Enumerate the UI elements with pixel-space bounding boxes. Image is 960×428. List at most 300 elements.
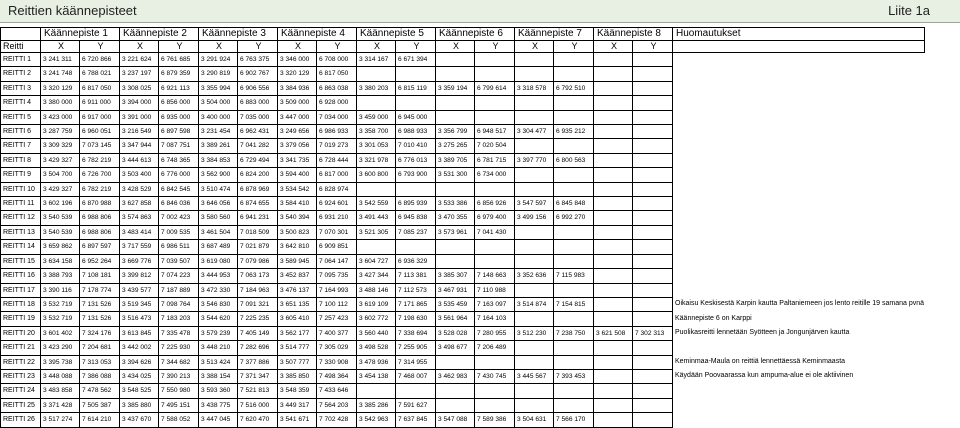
y-coordinate-cell: 7 095 735: [317, 269, 357, 283]
x-coordinate-cell: 3 488 146: [357, 283, 396, 297]
y-coordinate-cell: 7 198 630: [396, 312, 436, 326]
y-coordinate-cell: [633, 139, 673, 153]
x-coordinate-cell: [594, 81, 633, 95]
y-coordinate-cell: 6 708 000: [317, 53, 357, 67]
x-coordinate-cell: 3 532 719: [41, 297, 80, 311]
note-cell: [673, 398, 925, 412]
y-coordinate-cell: 7 164 103: [475, 312, 515, 326]
x-coordinate-cell: [357, 96, 396, 110]
x-coordinate-cell: [594, 125, 633, 139]
x-coordinate-cell: 3 287 759: [41, 125, 80, 139]
x-coordinate-cell: [594, 283, 633, 297]
x-coordinate-cell: [357, 384, 396, 398]
table-row: [1, 139, 925, 153]
note-cell: [673, 168, 925, 182]
y-coordinate-cell: 7 400 377: [317, 326, 357, 340]
x-coordinate-cell: [594, 297, 633, 311]
y-coordinate-cell: 7 063 173: [238, 269, 278, 283]
y-coordinate-cell: 7 314 955: [396, 355, 436, 369]
header-y-1: Y: [80, 41, 120, 53]
y-coordinate-cell: 7 588 052: [159, 413, 199, 427]
x-coordinate-cell: 3 249 656: [278, 125, 317, 139]
y-coordinate-cell: 7 566 170: [554, 413, 594, 427]
x-coordinate-cell: 3 504 700: [41, 168, 80, 182]
table-row: [1, 240, 925, 254]
note-cell: [673, 413, 925, 427]
note-cell: [673, 384, 925, 398]
x-coordinate-cell: 3 627 858: [120, 197, 159, 211]
x-coordinate-cell: 3 439 577: [120, 283, 159, 297]
header-turning-point-5: Käännepiste 5: [357, 28, 436, 41]
x-coordinate-cell: 3 507 777: [278, 355, 317, 369]
y-coordinate-cell: 7 344 682: [159, 355, 199, 369]
route-label: REITTI 26: [1, 413, 41, 427]
x-coordinate-cell: 3 397 770: [515, 153, 554, 167]
x-coordinate-cell: 3 600 800: [357, 168, 396, 182]
y-coordinate-cell: 7 521 813: [238, 384, 278, 398]
table-row: [1, 153, 925, 167]
x-coordinate-cell: 3 231 454: [199, 125, 238, 139]
y-coordinate-cell: [554, 283, 594, 297]
route-label: REITTI 16: [1, 269, 41, 283]
x-coordinate-cell: 3 346 000: [278, 53, 317, 67]
y-coordinate-cell: 6 828 974: [317, 182, 357, 196]
x-coordinate-cell: [594, 341, 633, 355]
note-cell: [673, 53, 925, 67]
x-coordinate-cell: 3 371 428: [41, 398, 80, 412]
y-coordinate-cell: 7 091 321: [238, 297, 278, 311]
table-row: [1, 81, 925, 95]
table-row: [1, 355, 925, 369]
x-coordinate-cell: 3 535 459: [436, 297, 475, 311]
header-turning-point-1: Käännepiste 1: [41, 28, 120, 41]
table-row: [1, 254, 925, 268]
x-coordinate-cell: 3 602 772: [357, 312, 396, 326]
y-coordinate-cell: 6 726 700: [80, 168, 120, 182]
table-row: [1, 53, 925, 67]
x-coordinate-cell: 3 388 793: [41, 269, 80, 283]
y-coordinate-cell: [633, 312, 673, 326]
y-coordinate-cell: 7 183 203: [159, 312, 199, 326]
y-coordinate-cell: 6 782 219: [80, 182, 120, 196]
y-coordinate-cell: [633, 96, 673, 110]
table-row: [1, 168, 925, 182]
y-coordinate-cell: 7 148 663: [475, 269, 515, 283]
y-coordinate-cell: 7 468 007: [396, 369, 436, 383]
y-coordinate-cell: 7 002 423: [159, 211, 199, 225]
table-row: [1, 283, 925, 297]
y-coordinate-cell: 6 988 806: [80, 225, 120, 239]
x-coordinate-cell: 3 519 345: [120, 297, 159, 311]
y-coordinate-cell: [475, 182, 515, 196]
y-coordinate-cell: 7 386 088: [80, 369, 120, 383]
x-coordinate-cell: 3 528 028: [436, 326, 475, 340]
x-coordinate-cell: 3 687 489: [199, 240, 238, 254]
y-coordinate-cell: [633, 413, 673, 427]
x-coordinate-cell: 3 275 265: [436, 139, 475, 153]
y-coordinate-cell: 7 131 526: [80, 312, 120, 326]
y-coordinate-cell: 7 405 149: [238, 326, 278, 340]
x-coordinate-cell: 3 352 636: [515, 269, 554, 283]
x-coordinate-cell: 3 499 156: [515, 211, 554, 225]
y-coordinate-cell: 7 238 750: [554, 326, 594, 340]
x-coordinate-cell: 3 514 777: [278, 341, 317, 355]
x-coordinate-cell: 3 347 944: [120, 139, 159, 153]
y-coordinate-cell: [633, 398, 673, 412]
header-turning-point-2: Käännepiste 2: [120, 28, 199, 41]
route-label: REITTI 15: [1, 254, 41, 268]
x-coordinate-cell: 3 504 000: [199, 96, 238, 110]
turning-points-table: [0, 27, 925, 428]
y-coordinate-cell: 7 113 381: [396, 269, 436, 283]
y-coordinate-cell: 6 948 517: [475, 125, 515, 139]
x-coordinate-cell: [436, 53, 475, 67]
x-coordinate-cell: [436, 240, 475, 254]
x-coordinate-cell: [594, 254, 633, 268]
y-coordinate-cell: 7 282 696: [238, 341, 278, 355]
header-x-1: X: [41, 41, 80, 53]
y-coordinate-cell: 7 516 000: [238, 398, 278, 412]
x-coordinate-cell: 3 491 443: [357, 211, 396, 225]
y-coordinate-cell: 6 729 494: [238, 153, 278, 167]
header-x-4: X: [278, 41, 317, 53]
y-coordinate-cell: 7 280 955: [475, 326, 515, 340]
route-label: REITTI 7: [1, 139, 41, 153]
note-cell: [673, 153, 925, 167]
x-coordinate-cell: [515, 110, 554, 124]
route-label: REITTI 24: [1, 384, 41, 398]
y-coordinate-cell: 7 039 507: [159, 254, 199, 268]
route-label: REITTI 18: [1, 297, 41, 311]
y-coordinate-cell: 6 928 000: [317, 96, 357, 110]
note-cell: [673, 110, 925, 124]
y-coordinate-cell: [633, 269, 673, 283]
y-coordinate-cell: [633, 341, 673, 355]
x-coordinate-cell: 3 542 559: [357, 197, 396, 211]
y-coordinate-cell: 7 338 694: [396, 326, 436, 340]
x-coordinate-cell: [436, 398, 475, 412]
x-coordinate-cell: 3 542 963: [357, 413, 396, 427]
x-coordinate-cell: 3 504 631: [515, 413, 554, 427]
y-coordinate-cell: 6 748 365: [159, 153, 199, 167]
header-notes-empty: [673, 41, 925, 53]
x-coordinate-cell: [515, 168, 554, 182]
y-coordinate-cell: [633, 110, 673, 124]
x-coordinate-cell: [436, 67, 475, 81]
x-coordinate-cell: 3 394 000: [120, 96, 159, 110]
y-coordinate-cell: 6 945 838: [396, 211, 436, 225]
x-coordinate-cell: 3 503 400: [120, 168, 159, 182]
header-row-groups: [1, 28, 925, 41]
x-coordinate-cell: [594, 197, 633, 211]
x-coordinate-cell: 3 320 129: [41, 81, 80, 95]
y-coordinate-cell: 6 935 212: [554, 125, 594, 139]
y-coordinate-cell: [396, 96, 436, 110]
x-coordinate-cell: 3 531 300: [436, 168, 475, 182]
x-coordinate-cell: 3 562 900: [199, 168, 238, 182]
y-coordinate-cell: 7 225 235: [238, 312, 278, 326]
x-coordinate-cell: 3 437 670: [120, 413, 159, 427]
x-coordinate-cell: 3 454 138: [357, 369, 396, 383]
y-coordinate-cell: [633, 384, 673, 398]
x-coordinate-cell: [515, 254, 554, 268]
x-coordinate-cell: 3 428 529: [120, 182, 159, 196]
y-coordinate-cell: 7 034 000: [317, 110, 357, 124]
header-turning-point-8: Käännepiste 8: [594, 28, 673, 41]
y-coordinate-cell: 7 164 993: [317, 283, 357, 297]
y-coordinate-cell: [554, 312, 594, 326]
y-coordinate-cell: [633, 254, 673, 268]
x-coordinate-cell: 3 447 045: [199, 413, 238, 427]
x-coordinate-cell: 3 400 000: [199, 110, 238, 124]
table-row: [1, 182, 925, 196]
table-row: [1, 326, 925, 340]
header-turning-point-6: Käännepiste 6: [436, 28, 515, 41]
x-coordinate-cell: 3 602 196: [41, 197, 80, 211]
y-coordinate-cell: 7 498 364: [317, 369, 357, 383]
x-coordinate-cell: 3 546 830: [199, 297, 238, 311]
x-coordinate-cell: 3 593 360: [199, 384, 238, 398]
route-label: REITTI 19: [1, 312, 41, 326]
x-coordinate-cell: [515, 96, 554, 110]
y-coordinate-cell: [554, 341, 594, 355]
x-coordinate-cell: 3 534 542: [278, 182, 317, 196]
x-coordinate-cell: 3 438 775: [199, 398, 238, 412]
y-coordinate-cell: 6 874 655: [238, 197, 278, 211]
y-coordinate-cell: 6 988 933: [396, 125, 436, 139]
y-coordinate-cell: 7 018 509: [238, 225, 278, 239]
y-coordinate-cell: 6 902 767: [238, 67, 278, 81]
x-coordinate-cell: [594, 269, 633, 283]
x-coordinate-cell: 3 514 874: [515, 297, 554, 311]
y-coordinate-cell: [475, 398, 515, 412]
x-coordinate-cell: [594, 110, 633, 124]
y-coordinate-cell: 7 098 764: [159, 297, 199, 311]
x-coordinate-cell: 3 385 880: [120, 398, 159, 412]
x-coordinate-cell: 3 634 158: [41, 254, 80, 268]
x-coordinate-cell: [594, 355, 633, 369]
y-coordinate-cell: 7 495 151: [159, 398, 199, 412]
x-coordinate-cell: 3 541 671: [278, 413, 317, 427]
header-x-2: X: [120, 41, 159, 53]
x-coordinate-cell: 3 467 931: [436, 283, 475, 297]
y-coordinate-cell: 6 817 050: [317, 67, 357, 81]
y-coordinate-cell: 7 620 470: [238, 413, 278, 427]
x-coordinate-cell: 3 642 810: [278, 240, 317, 254]
x-coordinate-cell: 3 544 620: [199, 312, 238, 326]
header-y-2: Y: [159, 41, 199, 53]
y-coordinate-cell: [633, 240, 673, 254]
y-coordinate-cell: 7 087 751: [159, 139, 199, 153]
y-coordinate-cell: [554, 398, 594, 412]
x-coordinate-cell: 3 301 053: [357, 139, 396, 153]
y-coordinate-cell: [633, 297, 673, 311]
x-coordinate-cell: 3 509 000: [278, 96, 317, 110]
x-coordinate-cell: 3 241 311: [41, 53, 80, 67]
x-coordinate-cell: 3 384 853: [199, 153, 238, 167]
x-coordinate-cell: 3 384 936: [278, 81, 317, 95]
y-coordinate-cell: 7 313 053: [80, 355, 120, 369]
route-label: REITTI 22: [1, 355, 41, 369]
x-coordinate-cell: [594, 240, 633, 254]
x-coordinate-cell: [515, 341, 554, 355]
y-coordinate-cell: 6 895 939: [396, 197, 436, 211]
y-coordinate-cell: [396, 67, 436, 81]
y-coordinate-cell: 7 178 774: [80, 283, 120, 297]
x-coordinate-cell: 3 594 400: [278, 168, 317, 182]
y-coordinate-cell: 7 564 203: [317, 398, 357, 412]
x-coordinate-cell: 3 478 936: [357, 355, 396, 369]
y-coordinate-cell: 7 074 223: [159, 269, 199, 283]
x-coordinate-cell: 3 562 177: [278, 326, 317, 340]
x-coordinate-cell: 3 320 129: [278, 67, 317, 81]
x-coordinate-cell: 3 605 410: [278, 312, 317, 326]
header-turning-point-3: Käännepiste 3: [199, 28, 278, 41]
y-coordinate-cell: 6 734 000: [475, 168, 515, 182]
document-header: [0, 0, 960, 23]
x-coordinate-cell: [594, 139, 633, 153]
y-coordinate-cell: [633, 168, 673, 182]
route-label: REITTI 20: [1, 326, 41, 340]
x-coordinate-cell: [515, 182, 554, 196]
x-coordinate-cell: 3 388 154: [199, 369, 238, 383]
table-row: [1, 225, 925, 239]
note-cell: Keminmaa-Maula on reittiä lennettäessä Keminmaasta: [675, 358, 846, 366]
y-coordinate-cell: 6 792 510: [554, 81, 594, 95]
x-coordinate-cell: 3 355 994: [199, 81, 238, 95]
x-coordinate-cell: 3 459 000: [357, 110, 396, 124]
y-coordinate-cell: [633, 369, 673, 383]
note-cell: [673, 225, 925, 239]
y-coordinate-cell: 7 070 301: [317, 225, 357, 239]
note-cell: [673, 341, 925, 355]
route-label: REITTI 4: [1, 96, 41, 110]
x-coordinate-cell: 3 423 000: [41, 110, 80, 124]
note-cell: Puolikasreitti lennetään Syötteen ja Jongunjärven kautta: [675, 329, 850, 337]
y-coordinate-cell: 7 154 815: [554, 297, 594, 311]
note-cell: [673, 197, 925, 211]
note-cell: [673, 211, 925, 225]
y-coordinate-cell: 7 108 181: [80, 269, 120, 283]
x-coordinate-cell: [594, 53, 633, 67]
x-coordinate-cell: [515, 225, 554, 239]
y-coordinate-cell: 6 917 000: [80, 110, 120, 124]
y-coordinate-cell: [633, 182, 673, 196]
note-cell: [673, 139, 925, 153]
y-coordinate-cell: 7 041 282: [238, 139, 278, 153]
y-coordinate-cell: 6 911 000: [80, 96, 120, 110]
x-coordinate-cell: 3 389 261: [199, 139, 238, 153]
x-coordinate-cell: 3 621 508: [594, 326, 633, 340]
x-coordinate-cell: 3 452 837: [278, 269, 317, 283]
x-coordinate-cell: 3 560 440: [357, 326, 396, 340]
table-row: [1, 197, 925, 211]
x-coordinate-cell: 3 619 109: [357, 297, 396, 311]
y-coordinate-cell: [554, 110, 594, 124]
x-coordinate-cell: [594, 413, 633, 427]
y-coordinate-cell: 6 924 601: [317, 197, 357, 211]
y-coordinate-cell: 6 776 013: [396, 153, 436, 167]
x-coordinate-cell: 3 532 719: [41, 312, 80, 326]
y-coordinate-cell: [396, 384, 436, 398]
x-coordinate-cell: 3 390 116: [41, 283, 80, 297]
y-coordinate-cell: 7 020 504: [475, 139, 515, 153]
y-coordinate-cell: 7 478 562: [80, 384, 120, 398]
y-coordinate-cell: 6 931 210: [317, 211, 357, 225]
route-label: REITTI 11: [1, 197, 41, 211]
y-coordinate-cell: 6 941 231: [238, 211, 278, 225]
x-coordinate-cell: 3 540 539: [41, 211, 80, 225]
x-coordinate-cell: 3 476 137: [278, 283, 317, 297]
y-coordinate-cell: [633, 53, 673, 67]
y-coordinate-cell: 6 883 000: [238, 96, 278, 110]
y-coordinate-cell: 7 591 627: [396, 398, 436, 412]
y-coordinate-cell: 6 845 848: [554, 197, 594, 211]
y-coordinate-cell: 6 921 113: [159, 81, 199, 95]
y-coordinate-cell: 7 163 097: [475, 297, 515, 311]
x-coordinate-cell: 3 314 167: [357, 53, 396, 67]
x-coordinate-cell: [357, 240, 396, 254]
y-coordinate-cell: 6 962 431: [238, 125, 278, 139]
x-coordinate-cell: 3 613 845: [120, 326, 159, 340]
x-coordinate-cell: 3 318 578: [515, 81, 554, 95]
y-coordinate-cell: [633, 197, 673, 211]
document-title: Reittien käännepisteet: [8, 3, 137, 18]
x-coordinate-cell: 3 241 748: [41, 67, 80, 81]
x-coordinate-cell: 3 434 025: [120, 369, 159, 383]
x-coordinate-cell: 3 517 274: [41, 413, 80, 427]
y-coordinate-cell: [475, 384, 515, 398]
y-coordinate-cell: [633, 355, 673, 369]
y-coordinate-cell: 6 800 563: [554, 153, 594, 167]
x-coordinate-cell: [594, 369, 633, 383]
y-coordinate-cell: 6 817 000: [317, 168, 357, 182]
coordinates-sheet: [0, 27, 960, 424]
y-coordinate-cell: 7 073 145: [80, 139, 120, 153]
y-coordinate-cell: [554, 240, 594, 254]
x-coordinate-cell: 3 358 700: [357, 125, 396, 139]
x-coordinate-cell: [515, 283, 554, 297]
y-coordinate-cell: 7 430 745: [475, 369, 515, 383]
table-row: [1, 398, 925, 412]
y-coordinate-cell: 7 589 386: [475, 413, 515, 427]
x-coordinate-cell: [594, 168, 633, 182]
header-y-8: Y: [633, 41, 673, 53]
x-coordinate-cell: 3 309 329: [41, 139, 80, 153]
x-coordinate-cell: 3 498 677: [436, 341, 475, 355]
route-label: REITTI 10: [1, 182, 41, 196]
y-coordinate-cell: 7 305 029: [317, 341, 357, 355]
x-coordinate-cell: 3 379 056: [278, 139, 317, 153]
note-cell: Oikaisu Keskisestä Karpin kautta Paltaniemeen jos lento reitille 19 samana pvnä: [675, 300, 925, 308]
x-coordinate-cell: 3 448 210: [199, 341, 238, 355]
note-cell: [673, 254, 925, 268]
y-coordinate-cell: [633, 81, 673, 95]
y-coordinate-cell: 6 788 021: [80, 67, 120, 81]
x-coordinate-cell: 3 513 424: [199, 355, 238, 369]
x-coordinate-cell: 3 619 080: [199, 254, 238, 268]
y-coordinate-cell: 7 041 430: [475, 225, 515, 239]
y-coordinate-cell: 6 824 200: [238, 168, 278, 182]
x-coordinate-cell: 3 304 477: [515, 125, 554, 139]
y-coordinate-cell: [475, 67, 515, 81]
header-x-8: X: [594, 41, 633, 53]
y-coordinate-cell: 6 936 329: [396, 254, 436, 268]
x-coordinate-cell: 3 356 799: [436, 125, 475, 139]
y-coordinate-cell: 7 335 478: [159, 326, 199, 340]
y-coordinate-cell: 6 979 400: [475, 211, 515, 225]
y-coordinate-cell: 7 371 347: [238, 369, 278, 383]
